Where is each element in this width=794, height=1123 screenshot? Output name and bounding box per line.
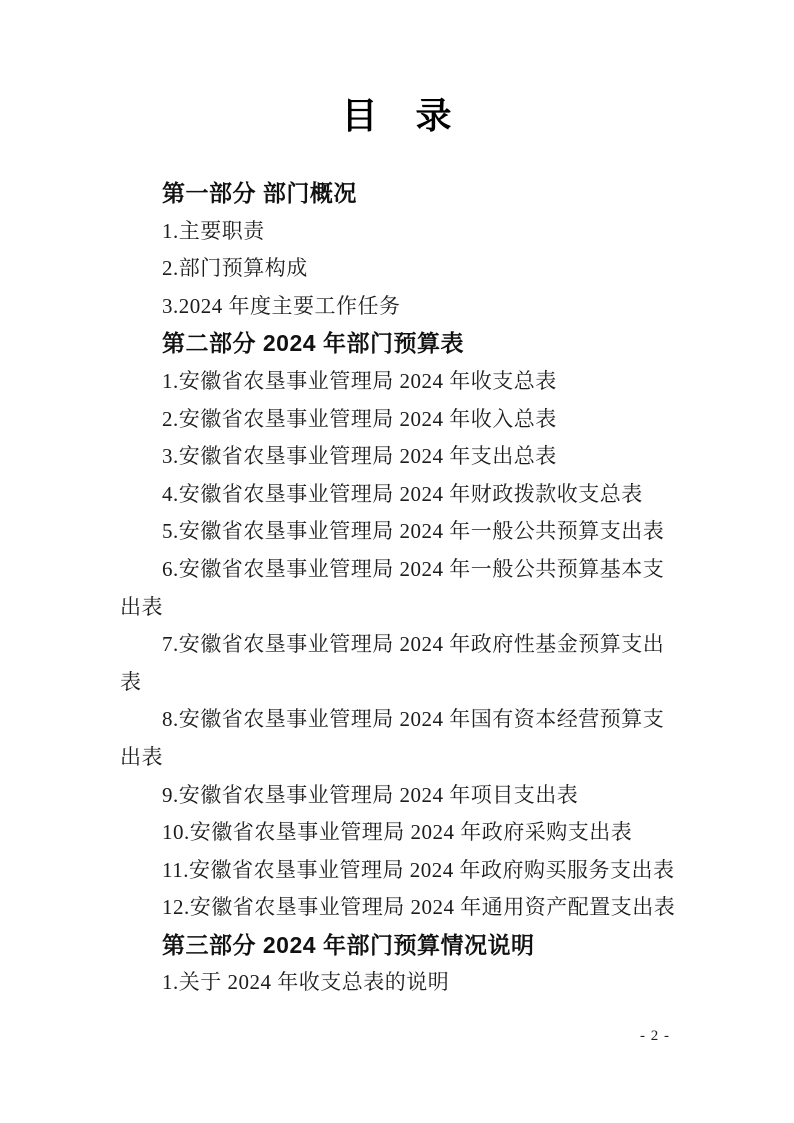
toc-entry: 3.2024 年度主要工作任务 — [162, 293, 401, 318]
toc-section-heading: 第二部分 2024 年部门预算表 — [162, 330, 464, 357]
toc-entry: 1.主要职责 — [162, 218, 265, 243]
toc-entry: 2.部门预算构成 — [162, 256, 308, 281]
toc-entry-continuation: 出表 — [120, 594, 163, 619]
toc-entry: 1.关于 2024 年收支总表的说明 — [162, 970, 450, 995]
toc-entry: 4.安徽省农垦事业管理局 2024 年财政拨款收支总表 — [162, 481, 643, 506]
toc-entry: 7.安徽省农垦事业管理局 2024 年政府性基金预算支出 — [162, 632, 665, 657]
toc-entry: 9.安徽省农垦事业管理局 2024 年项目支出表 — [162, 782, 579, 807]
toc-entry: 11.安徽省农垦事业管理局 2024 年政府购买服务支出表 — [162, 857, 675, 882]
table-of-contents — [120, 175, 679, 1002]
toc-entry: 8.安徽省农垦事业管理局 2024 年国有资本经营预算支 — [162, 707, 665, 732]
toc-entry: 10.安徽省农垦事业管理局 2024 年政府采购支出表 — [162, 820, 633, 845]
toc-entry: 6.安徽省农垦事业管理局 2024 年一般公共预算基本支 — [162, 556, 665, 581]
page-number: - 2 - — [640, 1028, 670, 1044]
toc-entry-continuation: 表 — [120, 669, 142, 694]
toc-entry: 5.安徽省农垦事业管理局 2024 年一般公共预算支出表 — [162, 519, 665, 544]
page-title: 目 录 — [341, 95, 453, 136]
toc-section-heading: 第三部分 2024 年部门预算情况说明 — [162, 931, 535, 958]
toc-entry: 3.安徽省农垦事业管理局 2024 年支出总表 — [162, 444, 557, 469]
toc-entry: 12.安徽省农垦事业管理局 2024 年通用资产配置支出表 — [162, 895, 676, 920]
toc-section-heading: 第一部分 部门概况 — [162, 180, 357, 206]
toc-entry: 2.安徽省农垦事业管理局 2024 年收入总表 — [162, 406, 557, 431]
toc-entry-continuation: 出表 — [120, 744, 163, 769]
toc-entry: 1.安徽省农垦事业管理局 2024 年收支总表 — [162, 368, 557, 393]
